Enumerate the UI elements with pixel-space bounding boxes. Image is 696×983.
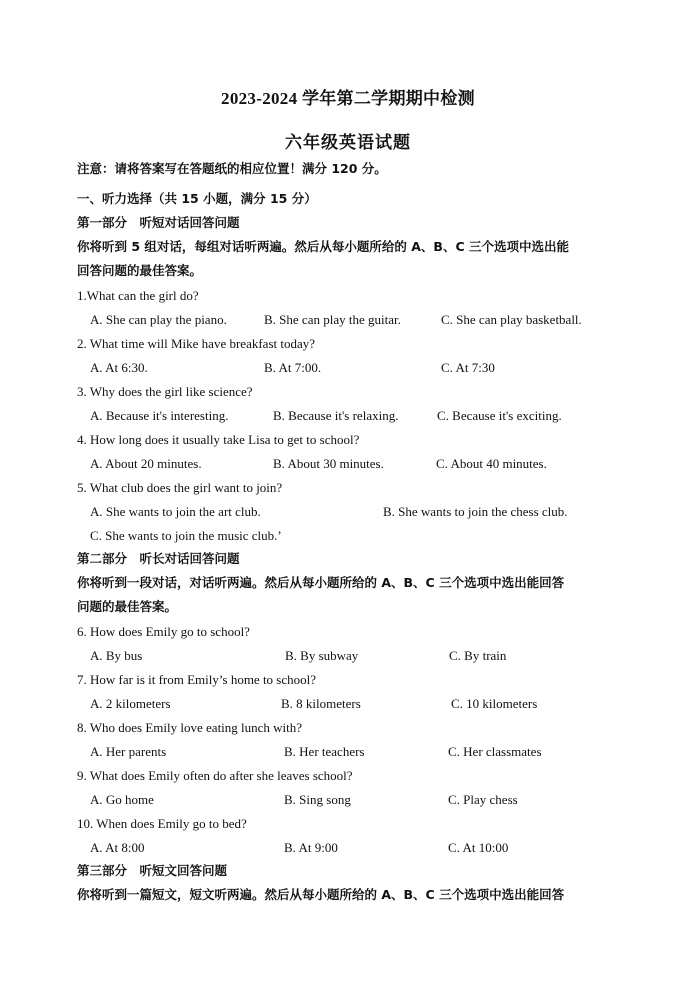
q7-option-a: A. 2 kilometers: [90, 696, 171, 711]
question-1: 1.What can the girl do?: [77, 288, 199, 303]
q4-option-a: A. About 20 minutes.: [90, 456, 202, 471]
part3-title: 第三部分 听短文回答问题: [77, 863, 228, 878]
question-9: 9. What does Emily often do after she leaves school?: [77, 768, 353, 783]
q7-option-c: C. 10 kilometers: [451, 696, 538, 711]
q7-option-b: B. 8 kilometers: [281, 696, 361, 711]
part3-instruction-line1: 你将听到一篇短文，短文听两遍。然后从每小题所给的 A、B、C 三个选项中选出能回答: [77, 887, 565, 902]
question-2: 2. What time will Mike have breakfast today?: [77, 336, 316, 351]
q2-option-a: A. At 6:30.: [90, 360, 148, 375]
q3-option-a: A. Because it's interesting.: [90, 408, 229, 423]
q5-option-c: C. She wants to join the music club.’: [90, 528, 282, 543]
question-6: 6. How does Emily go to school?: [77, 624, 250, 639]
q4-option-b: B. About 30 minutes.: [273, 456, 384, 471]
q5-option-a: A. She wants to join the art club.: [90, 504, 261, 519]
q8-option-a: A. Her parents: [90, 744, 167, 759]
q6-option-c: C. By train: [449, 648, 507, 663]
q2-option-b: B. At 7:00.: [264, 360, 322, 375]
q1-option-c: C. She can play basketball.: [441, 312, 582, 327]
part1-instruction-line2: 回答问题的最佳答案。: [77, 263, 203, 278]
part1-title: 第一部分 听短对话回答问题: [77, 215, 240, 230]
exam-title: 2023-2024 学年第二学期期中检测: [221, 89, 475, 108]
q9-option-a: A. Go home: [90, 792, 154, 807]
question-7: 7. How far is it from Emily’s home to school?: [77, 672, 317, 687]
question-10: 10. When does Emily go to bed?: [77, 816, 247, 831]
q9-option-b: B. Sing song: [284, 792, 351, 807]
q3-option-c: C. Because it's exciting.: [437, 408, 562, 423]
q8-option-b: B. Her teachers: [284, 744, 365, 759]
part2-instruction-line1: 你将听到一段对话，对话听两遍。然后从每小题所给的 A、B、C 三个选项中选出能回答: [77, 575, 565, 590]
q9-option-c: C. Play chess: [448, 792, 518, 807]
q4-option-c: C. About 40 minutes.: [436, 456, 547, 471]
q10-option-b: B. At 9:00: [284, 840, 338, 855]
part2-title: 第二部分 听长对话回答问题: [77, 551, 240, 566]
q1-option-a: A. She can play the piano.: [90, 312, 227, 327]
q6-option-b: B. By subway: [285, 648, 359, 663]
q8-option-c: C. Her classmates: [448, 744, 542, 759]
part2-instruction-line2: 问题的最佳答案。: [77, 599, 178, 614]
q1-option-b: B. She can play the guitar.: [264, 312, 401, 327]
q3-option-b: B. Because it's relaxing.: [273, 408, 399, 423]
q10-option-c: C. At 10:00: [448, 840, 509, 855]
exam-subtitle: 六年级英语试题: [285, 133, 411, 152]
question-3: 3. Why does the girl like science?: [77, 384, 253, 399]
q5-option-b: B. She wants to join the chess club.: [383, 504, 568, 519]
section-heading: 一、听力选择（共 15 小题，满分 15 分）: [77, 191, 317, 206]
notice: 注意：请将答案写在答题纸的相应位置！满分 120 分。: [77, 161, 387, 176]
q10-option-a: A. At 8:00: [90, 840, 145, 855]
q6-option-a: A. By bus: [90, 648, 143, 663]
part1-instruction-line1: 你将听到 5 组对话，每组对话听两遍。然后从每小题所给的 A、B、C 三个选项中选出能: [77, 239, 569, 254]
question-4: 4. How long does it usually take Lisa to get to school?: [77, 432, 360, 447]
q2-option-c: C. At 7:30: [441, 360, 495, 375]
question-8: 8. Who does Emily love eating lunch with?: [77, 720, 303, 735]
question-5: 5. What club does the girl want to join?: [77, 480, 283, 495]
